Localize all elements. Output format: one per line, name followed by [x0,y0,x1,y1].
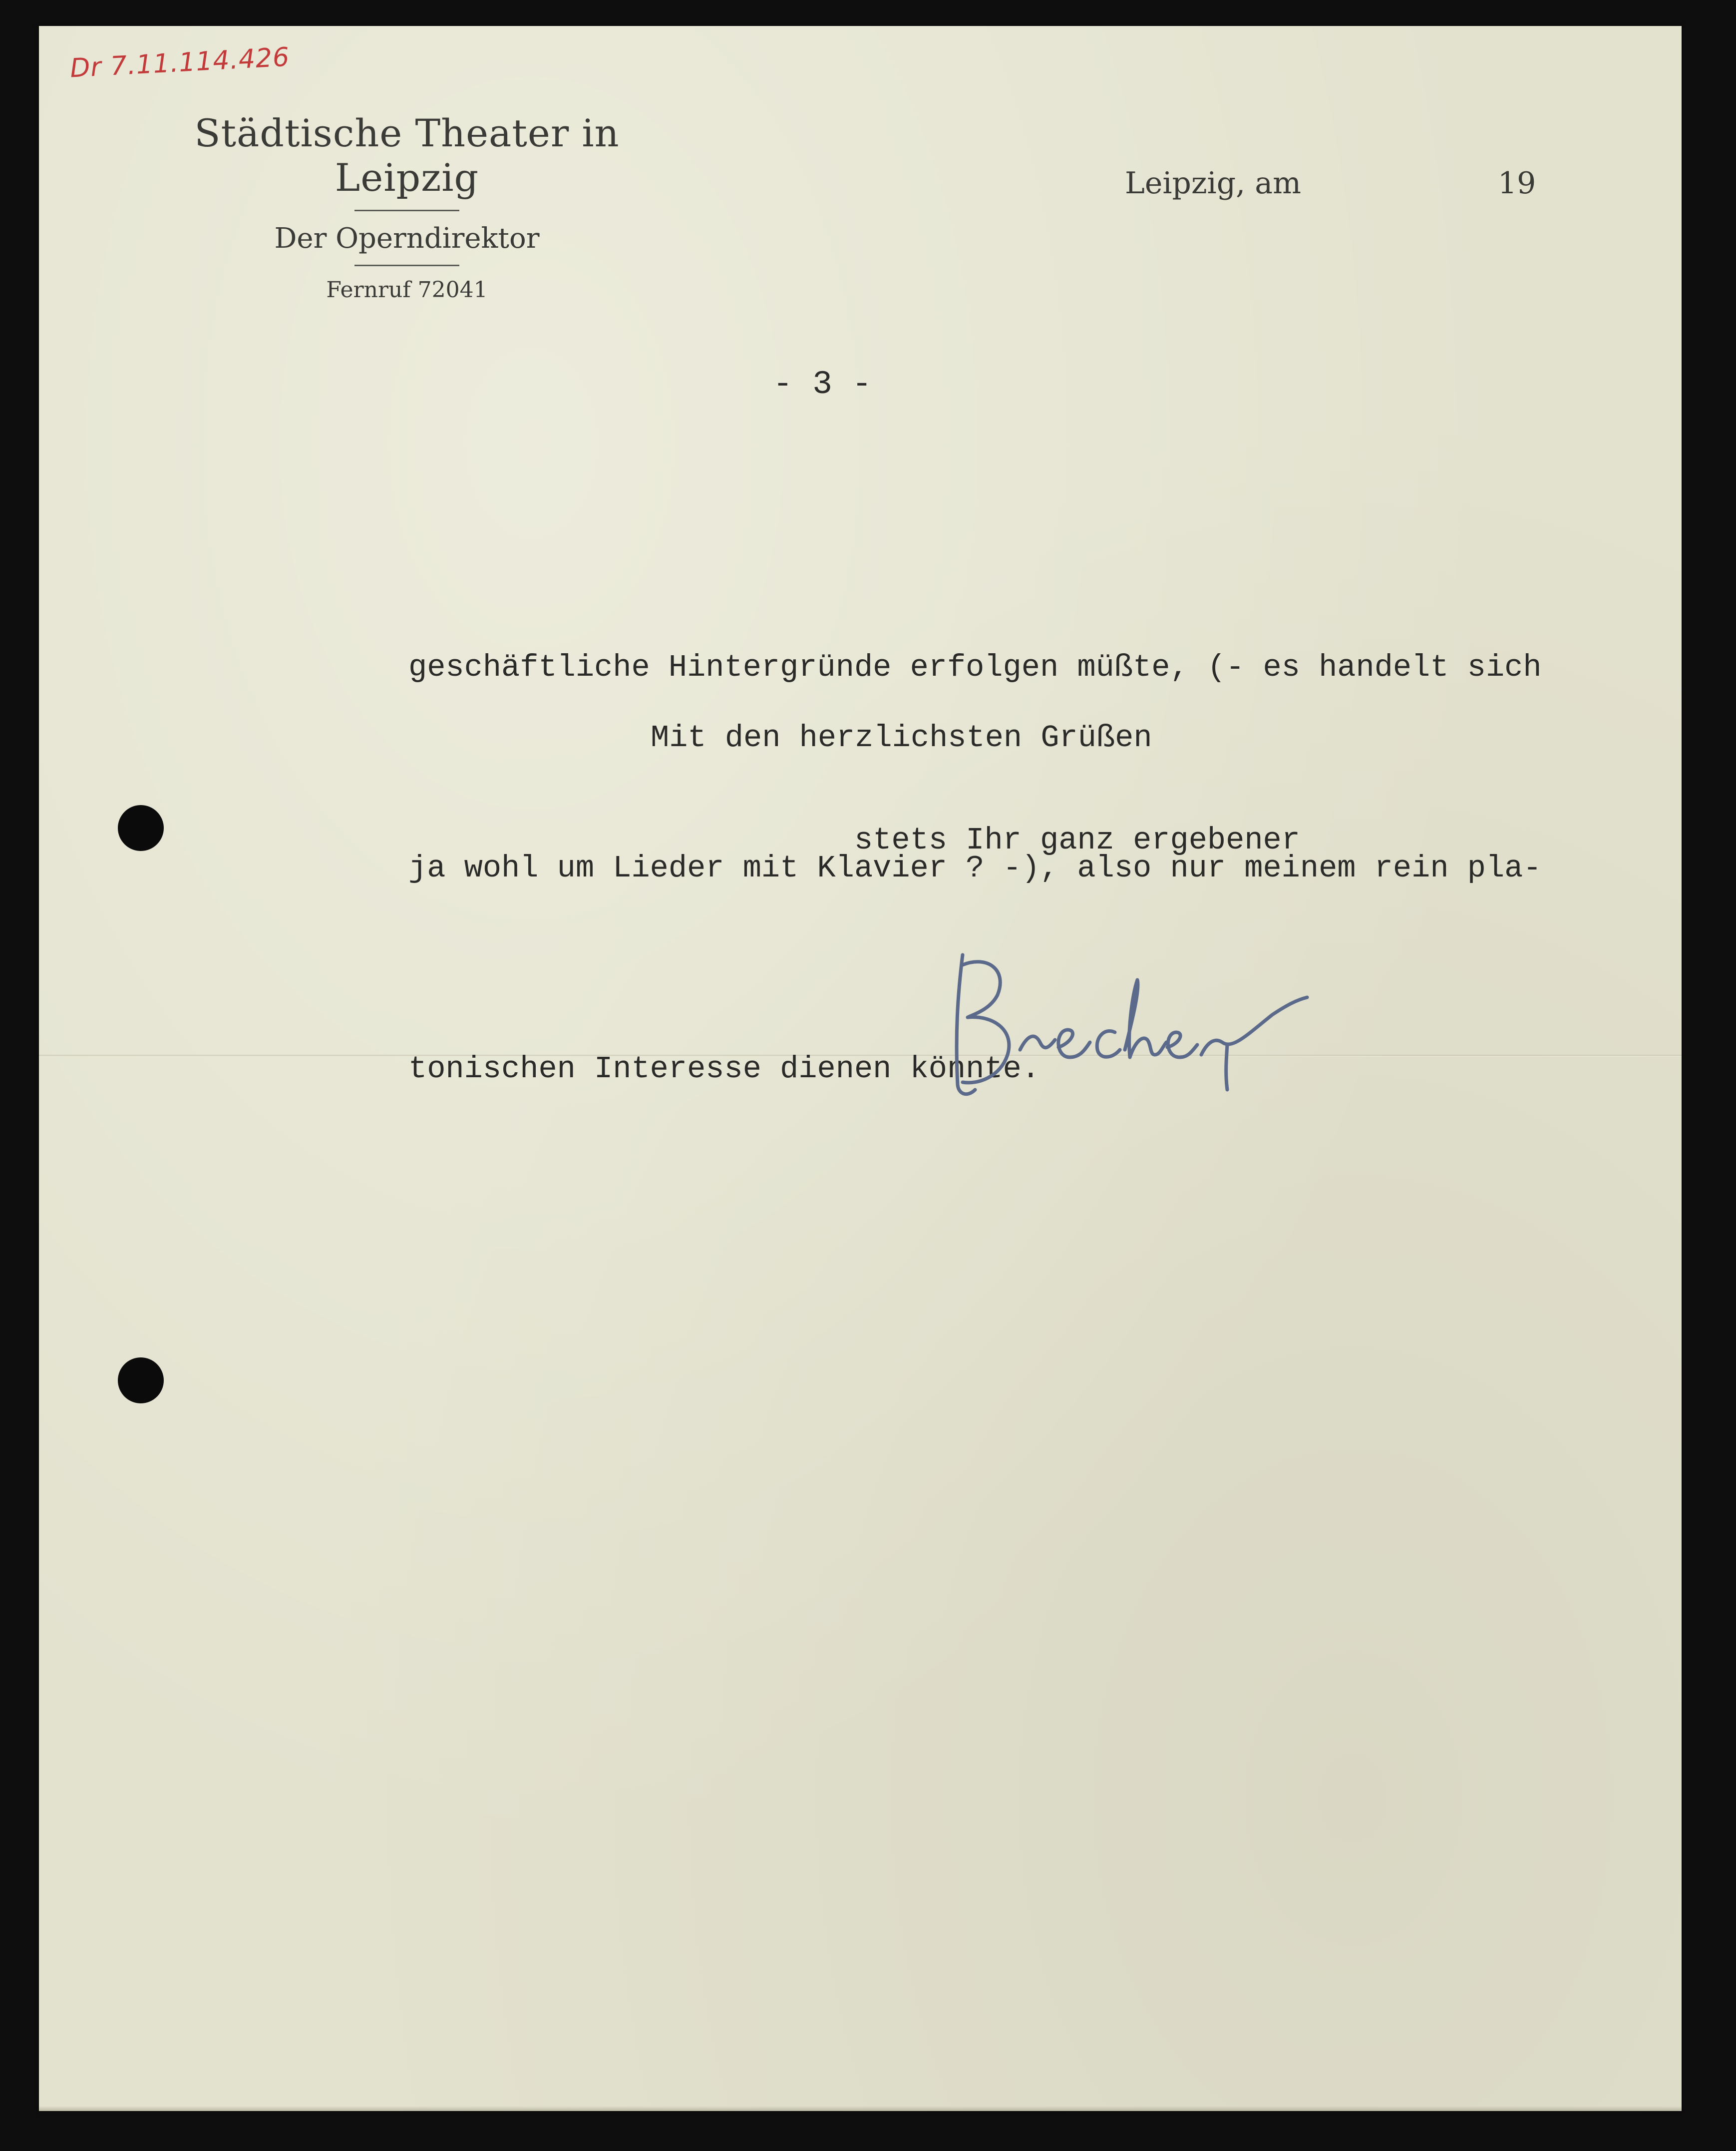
page-number: - 3 - [773,366,872,403]
letter-body [408,500,1542,1237]
paper-bottom-edge [39,2106,1682,2111]
body-line-3: tonischen Interesse dienen könnte. [408,1051,1041,1087]
punch-hole-top [118,805,164,851]
letterhead [145,111,669,303]
letterhead-title: Städtische Theater in Leipzig [194,111,620,200]
archive-shelfmark: Dr 7.11.114.426 [69,42,291,84]
closing-valediction: stets Ihr ganz ergebener [854,823,1300,858]
letterhead-phone: Fernruf 72041 [326,277,488,303]
punch-hole-bottom [118,1357,164,1403]
letterhead-rule-top [354,210,459,211]
dateline-year: 19 [1498,166,1536,201]
body-line-2: ja wohl um Lieder mit Klavier ? -), also nur meinem rein pla- [408,851,1542,886]
handwritten-signature [928,935,1337,1115]
letterhead-subtitle: Der Operndirektor [274,222,540,255]
dateline-place: Leipzig, am [1125,166,1301,201]
letter-sheet [39,26,1682,2111]
body-line-1: geschäftliche Hintergründe erfolgen müßte, (- es handelt sich [408,650,1542,685]
closing-greeting: Mit den herzlichsten Grüßen [651,720,1152,756]
letterhead-rule-bottom [354,265,459,266]
